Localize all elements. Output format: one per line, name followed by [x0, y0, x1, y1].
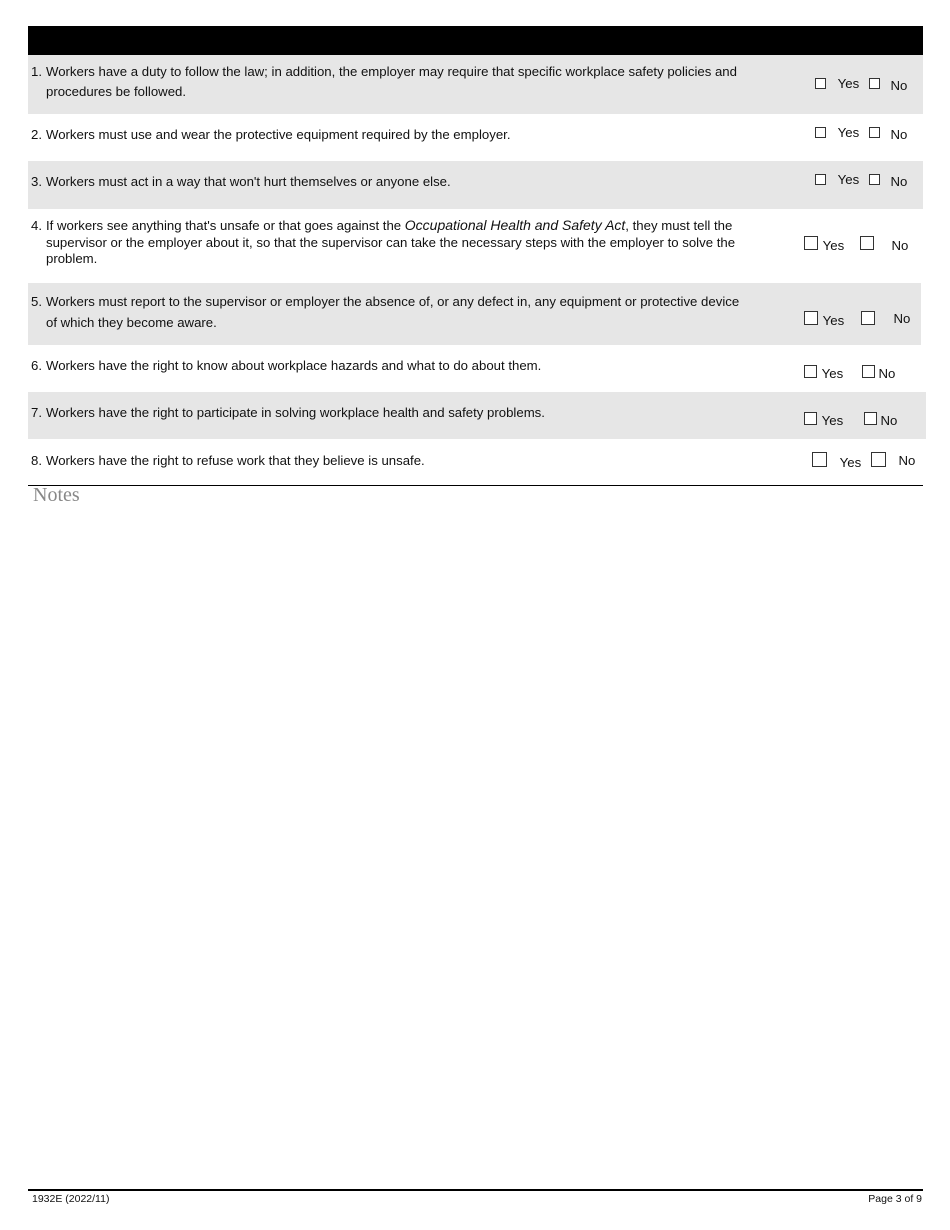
yes-checkbox[interactable] — [804, 412, 817, 425]
question-row-1 — [28, 55, 923, 114]
question-row-7 — [28, 392, 926, 439]
question-text-6: 6. Workers have the right to know about workplace hazards and what to do about them. — [31, 358, 542, 373]
footer-rule — [28, 1189, 923, 1191]
answer-options-5 — [804, 311, 910, 326]
no-label: No — [893, 311, 911, 326]
question-text-7: 7. Workers have the right to participate in solving workplace health and safety problems. — [31, 405, 545, 420]
yes-label: Yes — [837, 125, 860, 140]
yes-label: Yes — [822, 238, 845, 253]
yes-checkbox[interactable] — [812, 452, 827, 467]
yes-checkbox[interactable] — [815, 127, 826, 138]
no-label: No — [891, 238, 909, 253]
yes-checkbox[interactable] — [804, 236, 818, 250]
question-text-5: 5. Workers must report to the supervisor or employer the absence of, or any defect in, any equipment or protective device of which they become aware. — [31, 294, 740, 330]
page-number: Page 3 of 9 — [868, 1193, 922, 1205]
answer-options-4 — [804, 236, 908, 251]
no-label: No — [898, 453, 916, 468]
answer-options-3 — [815, 172, 907, 187]
table-bottom-rule — [28, 485, 923, 486]
yes-label: Yes — [821, 366, 844, 381]
question-text-2: 2. Workers must use and wear the protective equipment required by the employer. — [31, 127, 511, 142]
no-checkbox[interactable] — [871, 452, 886, 467]
answer-options-1 — [815, 76, 907, 91]
yes-label: Yes — [837, 172, 860, 187]
question-row-4 — [28, 209, 923, 283]
no-checkbox[interactable] — [860, 236, 874, 250]
yes-checkbox[interactable] — [804, 365, 817, 378]
no-checkbox[interactable] — [869, 78, 880, 89]
answer-options-6 — [804, 365, 895, 380]
no-label: No — [890, 174, 908, 189]
no-label: No — [878, 366, 896, 381]
yes-label: Yes — [822, 313, 845, 328]
yes-checkbox[interactable] — [815, 78, 826, 89]
no-checkbox[interactable] — [869, 174, 880, 185]
form-code: 1932E (2022/11) — [32, 1193, 110, 1205]
no-checkbox[interactable] — [861, 311, 875, 325]
question-text-4: 4. If workers see anything that's unsafe or that goes against the Occupational Health and Safety Act, they must tell the supervisor or the employer about it, so that the supervisor can take the necessary steps with the employer to solve the problem. — [31, 217, 736, 266]
question-row-2 — [28, 114, 923, 161]
question-text-8: 8. Workers have the right to refuse work that they believe is unsafe. — [31, 453, 425, 468]
answer-options-8 — [812, 452, 915, 468]
no-label: No — [890, 78, 908, 93]
yes-checkbox[interactable] — [815, 174, 826, 185]
no-checkbox[interactable] — [869, 127, 880, 138]
question-text-3: 3. Workers must act in a way that won't hurt themselves or anyone else. — [31, 174, 451, 189]
no-label: No — [880, 413, 898, 428]
no-checkbox[interactable] — [862, 365, 875, 378]
question-row-8 — [28, 439, 923, 485]
notes-heading: Notes — [33, 484, 80, 506]
question-row-3 — [28, 161, 923, 209]
yes-checkbox[interactable] — [804, 311, 818, 325]
section-header-bar — [28, 26, 923, 55]
no-label: No — [890, 127, 908, 142]
question-text-1: 1. Workers have a duty to follow the law; in addition, the employer may require that specific workplace safety policies and procedures be followed. — [31, 64, 737, 99]
answer-options-7 — [804, 412, 897, 427]
no-checkbox[interactable] — [864, 412, 877, 425]
question-row-5 — [28, 283, 921, 345]
yes-label: Yes — [821, 413, 844, 428]
yes-label: Yes — [839, 455, 862, 470]
question-row-6 — [28, 345, 923, 392]
answer-options-2 — [815, 125, 907, 140]
yes-label: Yes — [837, 76, 860, 91]
act-title: Occupational Health and Safety Act — [404, 217, 626, 233]
